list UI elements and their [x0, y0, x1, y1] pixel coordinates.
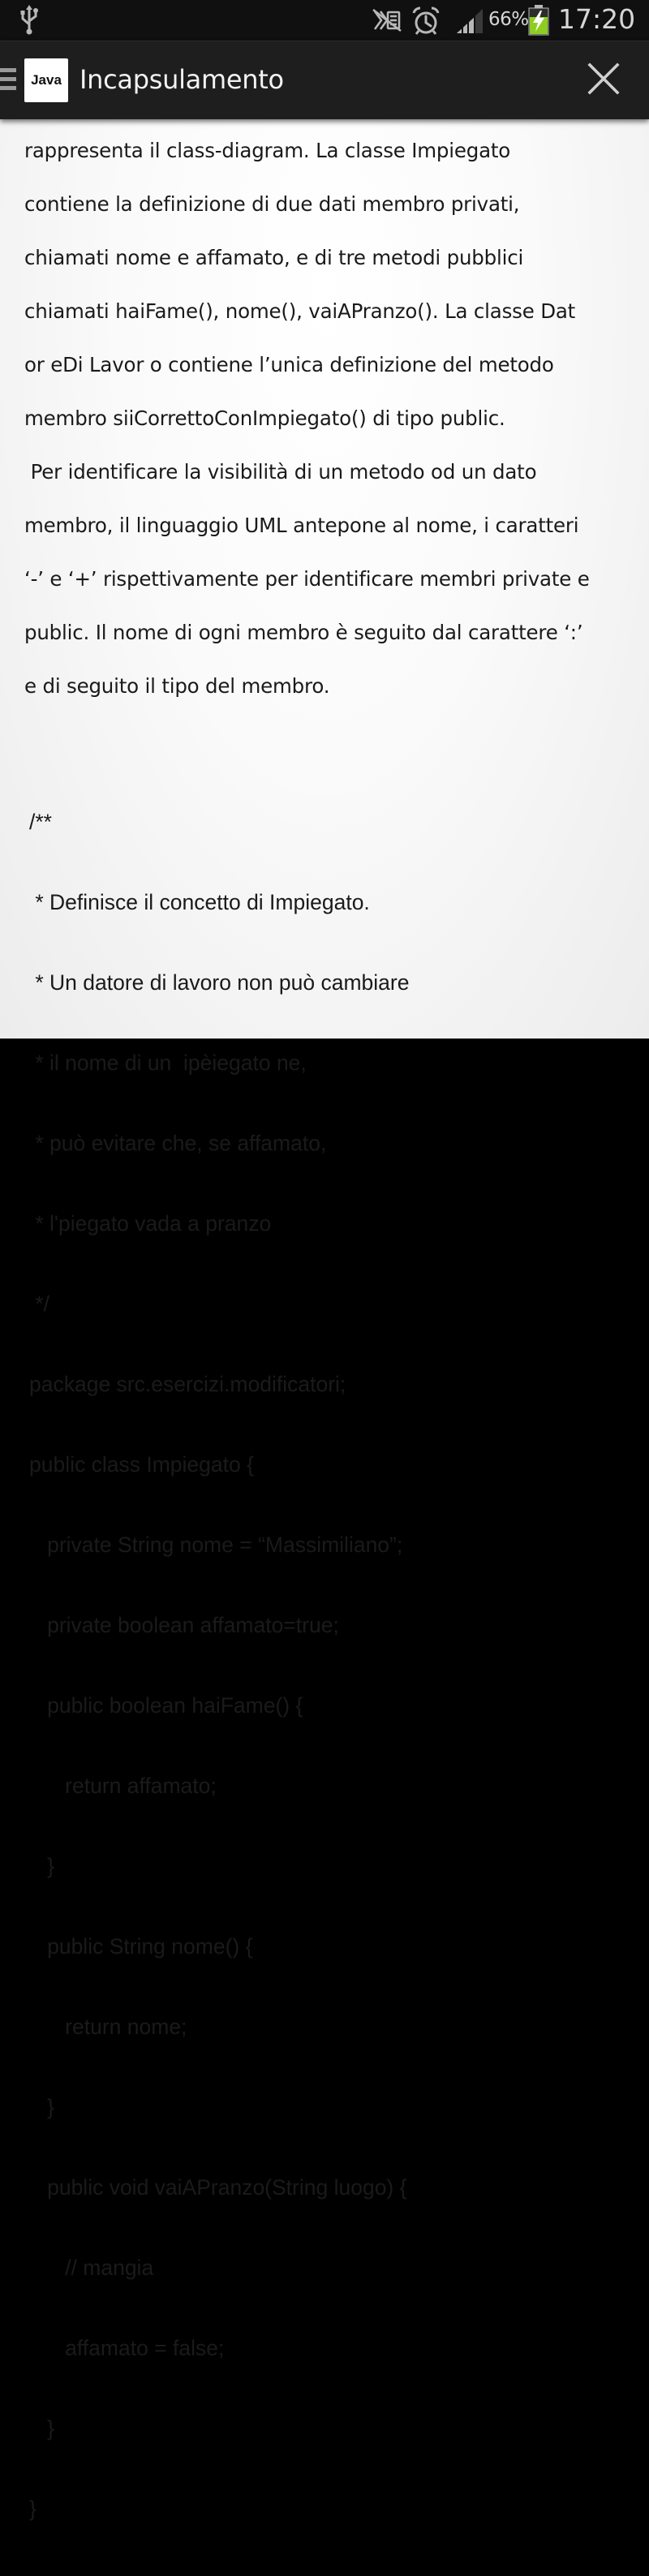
code-line: } [29, 1854, 54, 1878]
action-bar [0, 41, 649, 119]
code-line: */ [29, 1292, 50, 1316]
description-paragraph [24, 110, 625, 726]
clock-time: 17:20 [558, 3, 636, 35]
paragraph-line: ‘-’ e ‘+’ rispettivamente per identificare membri private e [24, 567, 590, 591]
code-line: public boolean haiFame() { [29, 1693, 303, 1718]
article-content[interactable] [0, 118, 649, 2521]
signal-icon [455, 8, 484, 37]
paragraph-line: contiene la definizione di due dati membro privati, [24, 192, 520, 216]
battery-charging-icon [528, 5, 549, 39]
code-line: affamato = false; [29, 2336, 225, 2360]
code-line: } [29, 2416, 54, 2441]
paragraph-line: rappresenta il class-diagram. La classe Impiegato [24, 139, 511, 162]
code-line: } [29, 2095, 54, 2119]
code-line: return affamato; [29, 1774, 217, 1798]
paragraph-line: or eDi Lavor o contiene l’unica definizione del metodo [24, 353, 554, 376]
app-icon-label: Java [31, 72, 62, 88]
code-line: * l'piegato vada a pranzo [29, 1211, 272, 1236]
code-line: return nome; [29, 2015, 187, 2039]
usb-icon [18, 5, 41, 39]
code-line: } [29, 2496, 37, 2521]
code-line: public class Impiegato { [29, 1452, 254, 1477]
code-line: * Definisce il concetto di Impiegato. [29, 890, 370, 914]
page-title: Incapsulamento [80, 64, 284, 95]
code-line: /** [29, 810, 52, 834]
code-line: * può evitare che, se affamato, [29, 1131, 327, 1155]
paragraph-line: public. Il nome di ogni membro è seguito dal carattere ‘:’ [24, 621, 583, 644]
code-line: private boolean affamato=true; [29, 1613, 339, 1637]
battery-percent: 66% [488, 9, 529, 30]
code-line: public String nome() { [29, 1934, 253, 1959]
code-line: * il nome di un ipèiegato ne, [29, 1051, 307, 1075]
drawer-menu-icon[interactable] [0, 68, 18, 92]
code-line: // mangia [29, 2256, 154, 2280]
paragraph-line: chiamati haiFame(), nome(), vaiAPranzo(). La classe Dat [24, 299, 576, 323]
paragraph-line: membro siiCorrettoConImpiegato() di tipo public. [24, 406, 505, 430]
code-line: * Un datore di lavoro non può cambiare [29, 970, 410, 995]
status-bar [0, 0, 649, 41]
code-line: private String nome = “Massimiliano”; [29, 1533, 403, 1557]
close-button[interactable] [581, 58, 626, 103]
close-icon [587, 62, 620, 98]
paragraph-line: chiamati nome e affamato, e di tre metodi pubblici [24, 246, 524, 269]
code-line: package src.esercizi.modificatori; [29, 1372, 346, 1396]
code-line: public void vaiAPranzo(String luogo) { [29, 2175, 407, 2200]
alarm-icon [410, 6, 441, 40]
code-block [29, 755, 625, 2576]
paragraph-line: Per identificare la visibilità di un metodo od un dato [24, 460, 537, 484]
app-icon[interactable] [24, 58, 68, 102]
paragraph-line: e di seguito il tipo del membro. [24, 674, 330, 698]
nfc-icon [370, 8, 402, 36]
paragraph-line: membro, il linguaggio UML antepone al nome, i caratteri [24, 514, 579, 537]
